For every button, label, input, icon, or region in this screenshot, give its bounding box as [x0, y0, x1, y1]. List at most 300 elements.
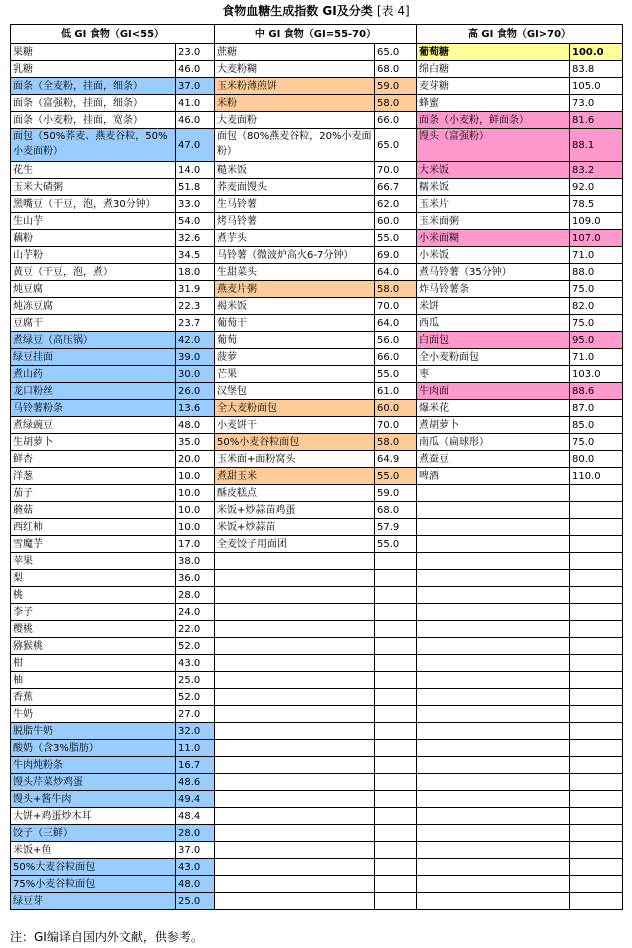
- high-empty-cell: [570, 604, 623, 621]
- low-gi-food-name: 大饼+鸡蛋炒木耳: [11, 808, 176, 825]
- low-gi-food-name: 雪魔芋: [11, 536, 176, 553]
- mid-gi-food-name: 荞麦面馒头: [215, 179, 375, 196]
- mid-empty-cell: [375, 587, 417, 604]
- mid-gi-value: 70.0: [375, 417, 417, 434]
- mid-gi-food-name: 米饭+炒蒜苗鸡蛋: [215, 502, 375, 519]
- mid-gi-food-name: 菠萝: [215, 349, 375, 366]
- low-gi-value: 43.0: [176, 655, 215, 672]
- low-gi-food-name: 马铃薯粉条: [11, 400, 176, 417]
- low-gi-food-name: 鲜杏: [11, 451, 176, 468]
- high-empty-cell: [570, 553, 623, 570]
- low-gi-food-name: 馒头+酱牛肉: [11, 791, 176, 808]
- low-gi-food-name: 绿豆芽: [11, 893, 176, 910]
- mid-gi-food-name: 生马铃薯: [215, 196, 375, 213]
- high-empty-cell: [570, 570, 623, 587]
- high-gi-value: 88.0: [570, 264, 623, 281]
- high-gi-food-name: 煮胡萝卜: [417, 417, 570, 434]
- high-gi-food-name: 馒头（富强粉）: [417, 129, 570, 162]
- low-gi-value: 46.0: [176, 112, 215, 129]
- mid-empty-cell: [215, 723, 375, 740]
- high-empty-cell: [570, 808, 623, 825]
- table-row: [11, 502, 623, 519]
- high-empty-cell: [570, 791, 623, 808]
- mid-gi-value: 59.0: [375, 78, 417, 95]
- high-empty-cell: [570, 672, 623, 689]
- low-gi-value: 30.0: [176, 366, 215, 383]
- low-gi-food-name: 绿豆挂面: [11, 349, 176, 366]
- table-row: [11, 230, 623, 247]
- table-row: [11, 349, 623, 366]
- title-text: 食物血糖生成指数 GI及分类: [222, 4, 373, 18]
- high-empty-cell: [417, 621, 570, 638]
- mid-gi-food-name: 煮甜玉米: [215, 468, 375, 485]
- table-row: [11, 196, 623, 213]
- low-gi-value: 23.0: [176, 44, 215, 61]
- low-gi-food-name: 西红柿: [11, 519, 176, 536]
- mid-empty-cell: [375, 740, 417, 757]
- low-gi-food-name: 炖冻豆腐: [11, 298, 176, 315]
- high-empty-cell: [417, 536, 570, 553]
- low-gi-value: 16.7: [176, 757, 215, 774]
- table-row: [11, 842, 623, 859]
- high-gi-food-name: 绵白糖: [417, 61, 570, 78]
- low-gi-food-name: 馒头芹菜炒鸡蛋: [11, 774, 176, 791]
- gi-table: [10, 24, 623, 910]
- table-row: [11, 179, 623, 196]
- low-gi-food-name: 75%小麦谷粒面包: [11, 876, 176, 893]
- mid-gi-value: 58.0: [375, 434, 417, 451]
- mid-gi-food-name: 大麦粉糊: [215, 61, 375, 78]
- mid-gi-food-name: 小麦饼干: [215, 417, 375, 434]
- high-empty-cell: [417, 553, 570, 570]
- mid-gi-food-name: 燕麦片粥: [215, 281, 375, 298]
- mid-gi-value: 56.0: [375, 332, 417, 349]
- low-gi-value: 24.0: [176, 604, 215, 621]
- low-gi-food-name: 香蕉: [11, 689, 176, 706]
- low-gi-food-name: 洋葱: [11, 468, 176, 485]
- table-row: [11, 485, 623, 502]
- high-gi-food-name: 小米面糊: [417, 230, 570, 247]
- high-gi-food-name: 啤酒: [417, 468, 570, 485]
- table-row: [11, 740, 623, 757]
- high-gi-food-name: 爆米花: [417, 400, 570, 417]
- mid-gi-value: 60.0: [375, 213, 417, 230]
- table-row: [11, 44, 623, 61]
- high-empty-cell: [417, 655, 570, 672]
- low-gi-food-name: 龙口粉丝: [11, 383, 176, 400]
- high-gi-value: 85.0: [570, 417, 623, 434]
- high-empty-cell: [570, 502, 623, 519]
- high-empty-cell: [570, 893, 623, 910]
- low-gi-value: 23.7: [176, 315, 215, 332]
- low-gi-value: 51.8: [176, 179, 215, 196]
- high-gi-value: 95.0: [570, 332, 623, 349]
- mid-empty-cell: [375, 825, 417, 842]
- low-gi-value: 25.0: [176, 672, 215, 689]
- table-row: [11, 689, 623, 706]
- mid-empty-cell: [215, 689, 375, 706]
- low-gi-value: 11.0: [176, 740, 215, 757]
- low-gi-value: 10.0: [176, 485, 215, 502]
- mid-gi-food-name: 煮芋头: [215, 230, 375, 247]
- low-gi-food-name: 山芋粉: [11, 247, 176, 264]
- high-gi-food-name: 炸马铃薯条: [417, 281, 570, 298]
- high-empty-cell: [570, 519, 623, 536]
- low-gi-value: 26.0: [176, 383, 215, 400]
- mid-gi-value: 55.0: [375, 230, 417, 247]
- high-empty-cell: [570, 655, 623, 672]
- mid-gi-food-name: 米粉: [215, 95, 375, 112]
- low-gi-value: 46.0: [176, 61, 215, 78]
- low-gi-food-name: 柑: [11, 655, 176, 672]
- table-row: [11, 876, 623, 893]
- high-empty-cell: [570, 485, 623, 502]
- mid-gi-value: 59.0: [375, 485, 417, 502]
- low-gi-value: 43.0: [176, 859, 215, 876]
- table-row: [11, 791, 623, 808]
- high-gi-value: 73.0: [570, 95, 623, 112]
- low-gi-food-name: 面条（富强粉，挂面，细条）: [11, 95, 176, 112]
- header-mid-gi: 中 GI 食物（GI=55-70）: [215, 25, 417, 44]
- high-empty-cell: [417, 604, 570, 621]
- mid-gi-food-name: 大麦面粉: [215, 112, 375, 129]
- low-gi-food-name: 黄豆（干豆，泡，煮）: [11, 264, 176, 281]
- low-gi-food-name: 花生: [11, 162, 176, 179]
- mid-gi-food-name: 酥皮糕点: [215, 485, 375, 502]
- mid-empty-cell: [375, 893, 417, 910]
- low-gi-food-name: 脱脂牛奶: [11, 723, 176, 740]
- footnote: 注：GI编译自国内外文献，供参考。: [10, 930, 203, 944]
- low-gi-value: 32.6: [176, 230, 215, 247]
- mid-gi-food-name: 葡萄干: [215, 315, 375, 332]
- low-gi-food-name: 豆腐干: [11, 315, 176, 332]
- mid-empty-cell: [375, 604, 417, 621]
- low-gi-value: 25.0: [176, 893, 215, 910]
- title-suffix: [表 4]: [376, 4, 410, 18]
- table-row: [11, 655, 623, 672]
- high-gi-value: 75.0: [570, 315, 623, 332]
- low-gi-value: 10.0: [176, 502, 215, 519]
- high-empty-cell: [417, 859, 570, 876]
- low-gi-value: 52.0: [176, 689, 215, 706]
- mid-empty-cell: [375, 791, 417, 808]
- mid-empty-cell: [375, 859, 417, 876]
- mid-empty-cell: [215, 604, 375, 621]
- table-row: [11, 112, 623, 129]
- mid-empty-cell: [375, 842, 417, 859]
- mid-empty-cell: [215, 893, 375, 910]
- low-gi-food-name: 李子: [11, 604, 176, 621]
- high-gi-value: 71.0: [570, 247, 623, 264]
- low-gi-food-name: 桃: [11, 587, 176, 604]
- mid-empty-cell: [215, 706, 375, 723]
- table-row: [11, 757, 623, 774]
- low-gi-food-name: 生胡萝卜: [11, 434, 176, 451]
- mid-gi-food-name: 葡萄: [215, 332, 375, 349]
- high-empty-cell: [570, 774, 623, 791]
- low-gi-value: 37.0: [176, 78, 215, 95]
- mid-empty-cell: [215, 859, 375, 876]
- high-empty-cell: [570, 842, 623, 859]
- mid-gi-food-name: 褐米饭: [215, 298, 375, 315]
- high-gi-value: 82.0: [570, 298, 623, 315]
- low-gi-value: 31.9: [176, 281, 215, 298]
- high-gi-food-name: 麦芽糖: [417, 78, 570, 95]
- low-gi-food-name: 梨: [11, 570, 176, 587]
- low-gi-food-name: 面包（50%荞麦、燕麦谷粒，50%小麦面粉）: [11, 129, 176, 162]
- low-gi-food-name: 蘑菇: [11, 502, 176, 519]
- mid-gi-food-name: 生甜菜头: [215, 264, 375, 281]
- table-header-row: [11, 25, 623, 44]
- high-empty-cell: [570, 536, 623, 553]
- mid-gi-value: 65.0: [375, 129, 417, 162]
- high-gi-food-name: 煮马铃薯（35分钟）: [417, 264, 570, 281]
- high-gi-food-name: 白面包: [417, 332, 570, 349]
- mid-gi-value: 68.0: [375, 502, 417, 519]
- low-gi-value: 27.0: [176, 706, 215, 723]
- mid-gi-value: 64.9: [375, 451, 417, 468]
- high-empty-cell: [417, 672, 570, 689]
- low-gi-value: 48.0: [176, 417, 215, 434]
- low-gi-food-name: 面条（全麦粉，挂面，细条）: [11, 78, 176, 95]
- low-gi-value: 32.0: [176, 723, 215, 740]
- high-gi-value: 88.1: [570, 129, 623, 162]
- mid-empty-cell: [215, 825, 375, 842]
- low-gi-food-name: 酸奶（含3%脂肪）: [11, 740, 176, 757]
- low-gi-value: 28.0: [176, 587, 215, 604]
- low-gi-food-name: 茄子: [11, 485, 176, 502]
- mid-gi-value: 57.9: [375, 519, 417, 536]
- high-empty-cell: [417, 757, 570, 774]
- table-row: [11, 774, 623, 791]
- high-empty-cell: [417, 689, 570, 706]
- mid-gi-value: 70.0: [375, 298, 417, 315]
- mid-empty-cell: [375, 757, 417, 774]
- high-empty-cell: [570, 621, 623, 638]
- high-empty-cell: [570, 587, 623, 604]
- high-empty-cell: [417, 723, 570, 740]
- high-gi-food-name: 蜂蜜: [417, 95, 570, 112]
- table-row: [11, 95, 623, 112]
- high-gi-food-name: 枣: [417, 366, 570, 383]
- table-row: [11, 213, 623, 230]
- low-gi-food-name: 苹果: [11, 553, 176, 570]
- table-row: [11, 332, 623, 349]
- high-empty-cell: [417, 570, 570, 587]
- high-gi-food-name: 面条（小麦粉，鲜面条）: [417, 112, 570, 129]
- high-empty-cell: [417, 893, 570, 910]
- high-gi-food-name: 糯米饭: [417, 179, 570, 196]
- header-low-gi: 低 GI 食物（GI<55）: [11, 25, 215, 44]
- table-row: [11, 638, 623, 655]
- high-gi-food-name: 玉米片: [417, 196, 570, 213]
- high-gi-food-name: 南瓜（扁球形）: [417, 434, 570, 451]
- high-gi-food-name: 葡萄糖: [417, 44, 570, 61]
- mid-gi-food-name: 米饭+炒蒜苗: [215, 519, 375, 536]
- table-row: [11, 162, 623, 179]
- mid-empty-cell: [375, 638, 417, 655]
- mid-empty-cell: [215, 638, 375, 655]
- table-row: [11, 451, 623, 468]
- high-empty-cell: [570, 706, 623, 723]
- mid-gi-food-name: 全大麦粉面包: [215, 400, 375, 417]
- low-gi-food-name: 牛奶: [11, 706, 176, 723]
- high-gi-value: 88.6: [570, 383, 623, 400]
- table-row: [11, 383, 623, 400]
- low-gi-food-name: 柚: [11, 672, 176, 689]
- low-gi-food-name: 生山芋: [11, 213, 176, 230]
- table-row: [11, 417, 623, 434]
- mid-gi-value: 65.0: [375, 44, 417, 61]
- mid-empty-cell: [375, 655, 417, 672]
- low-gi-food-name: 玉米大碴粥: [11, 179, 176, 196]
- table-row: [11, 315, 623, 332]
- high-gi-value: 78.5: [570, 196, 623, 213]
- table-row: [11, 553, 623, 570]
- high-empty-cell: [417, 808, 570, 825]
- low-gi-food-name: 饺子（三鲜）: [11, 825, 176, 842]
- low-gi-value: 49.4: [176, 791, 215, 808]
- table-row: [11, 264, 623, 281]
- mid-gi-value: 64.0: [375, 315, 417, 332]
- low-gi-food-name: 樱桃: [11, 621, 176, 638]
- table-row: [11, 78, 623, 95]
- low-gi-food-name: 乳糖: [11, 61, 176, 78]
- header-high-gi: 高 GI 食物（GI>70）: [417, 25, 623, 44]
- mid-gi-value: 66.0: [375, 349, 417, 366]
- mid-gi-food-name: 芒果: [215, 366, 375, 383]
- mid-empty-cell: [375, 808, 417, 825]
- high-gi-value: 87.0: [570, 400, 623, 417]
- high-gi-value: 83.2: [570, 162, 623, 179]
- mid-gi-food-name: 玉米面+面粉窝头: [215, 451, 375, 468]
- table-row: [11, 281, 623, 298]
- high-empty-cell: [417, 638, 570, 655]
- mid-gi-food-name: 烤马铃薯: [215, 213, 375, 230]
- table-row: [11, 536, 623, 553]
- low-gi-value: 39.0: [176, 349, 215, 366]
- low-gi-value: 22.3: [176, 298, 215, 315]
- mid-empty-cell: [375, 553, 417, 570]
- gi-table-body: [11, 25, 623, 910]
- low-gi-food-name: 炖豆腐: [11, 281, 176, 298]
- high-empty-cell: [570, 757, 623, 774]
- mid-empty-cell: [215, 757, 375, 774]
- table-row: [11, 570, 623, 587]
- high-empty-cell: [417, 502, 570, 519]
- low-gi-food-name: 黑嘴豆（干豆，泡，煮30分钟）: [11, 196, 176, 213]
- mid-gi-food-name: 玉米粉薄煎饼: [215, 78, 375, 95]
- high-empty-cell: [570, 723, 623, 740]
- low-gi-value: 18.0: [176, 264, 215, 281]
- page-title: [0, 4, 632, 18]
- high-empty-cell: [417, 791, 570, 808]
- mid-gi-food-name: 蔗糖: [215, 44, 375, 61]
- table-row: [11, 400, 623, 417]
- mid-gi-food-name: 面包（80%燕麦谷粒，20%小麦面粉）: [215, 129, 375, 162]
- table-row: [11, 61, 623, 78]
- low-gi-food-name: 50%大麦谷粒面包: [11, 859, 176, 876]
- table-row: [11, 604, 623, 621]
- high-gi-food-name: 煮蚕豆: [417, 451, 570, 468]
- high-gi-food-name: 西瓜: [417, 315, 570, 332]
- mid-gi-food-name: 糙米饭: [215, 162, 375, 179]
- mid-empty-cell: [375, 570, 417, 587]
- low-gi-value: 47.0: [176, 129, 215, 162]
- high-gi-food-name: 大米饭: [417, 162, 570, 179]
- mid-gi-value: 55.0: [375, 468, 417, 485]
- mid-empty-cell: [215, 740, 375, 757]
- high-gi-value: 81.6: [570, 112, 623, 129]
- low-gi-food-name: 煮绿豆（高压锅）: [11, 332, 176, 349]
- high-gi-food-name: 小米饭: [417, 247, 570, 264]
- high-empty-cell: [570, 689, 623, 706]
- mid-empty-cell: [215, 655, 375, 672]
- mid-gi-value: 58.0: [375, 95, 417, 112]
- high-empty-cell: [417, 587, 570, 604]
- high-empty-cell: [417, 842, 570, 859]
- mid-gi-value: 60.0: [375, 400, 417, 417]
- mid-empty-cell: [215, 672, 375, 689]
- table-row: [11, 825, 623, 842]
- low-gi-value: 48.6: [176, 774, 215, 791]
- low-gi-value: 34.5: [176, 247, 215, 264]
- table-row: [11, 519, 623, 536]
- low-gi-value: 37.0: [176, 842, 215, 859]
- mid-gi-food-name: 全麦饺子用面团: [215, 536, 375, 553]
- mid-empty-cell: [215, 808, 375, 825]
- low-gi-food-name: 果糖: [11, 44, 176, 61]
- table-row: [11, 859, 623, 876]
- high-gi-food-name: 米饼: [417, 298, 570, 315]
- low-gi-value: 48.0: [176, 876, 215, 893]
- high-gi-food-name: 玉米面粥: [417, 213, 570, 230]
- low-gi-value: 28.0: [176, 825, 215, 842]
- mid-empty-cell: [215, 774, 375, 791]
- high-gi-value: 80.0: [570, 451, 623, 468]
- table-row: [11, 723, 623, 740]
- mid-gi-value: 62.0: [375, 196, 417, 213]
- mid-empty-cell: [375, 706, 417, 723]
- mid-gi-value: 55.0: [375, 536, 417, 553]
- high-gi-value: 109.0: [570, 213, 623, 230]
- mid-gi-value: 66.0: [375, 112, 417, 129]
- high-gi-value: 83.8: [570, 61, 623, 78]
- high-gi-value: 107.0: [570, 230, 623, 247]
- mid-empty-cell: [375, 774, 417, 791]
- table-row: [11, 468, 623, 485]
- low-gi-food-name: 米饭+鱼: [11, 842, 176, 859]
- low-gi-food-name: 煮山药: [11, 366, 176, 383]
- mid-empty-cell: [215, 621, 375, 638]
- low-gi-food-name: 藕粉: [11, 230, 176, 247]
- low-gi-food-name: 牛肉炖粉条: [11, 757, 176, 774]
- mid-empty-cell: [375, 876, 417, 893]
- mid-gi-value: 55.0: [375, 366, 417, 383]
- high-gi-food-name: 牛肉面: [417, 383, 570, 400]
- mid-gi-food-name: 汉堡包: [215, 383, 375, 400]
- mid-empty-cell: [215, 553, 375, 570]
- low-gi-value: 20.0: [176, 451, 215, 468]
- mid-gi-food-name: 马铃薯（微波炉高火6-7分钟）: [215, 247, 375, 264]
- high-gi-value: 75.0: [570, 434, 623, 451]
- low-gi-value: 41.0: [176, 95, 215, 112]
- low-gi-value: 52.0: [176, 638, 215, 655]
- low-gi-value: 54.0: [176, 213, 215, 230]
- high-empty-cell: [570, 876, 623, 893]
- low-gi-value: 17.0: [176, 536, 215, 553]
- high-empty-cell: [570, 825, 623, 842]
